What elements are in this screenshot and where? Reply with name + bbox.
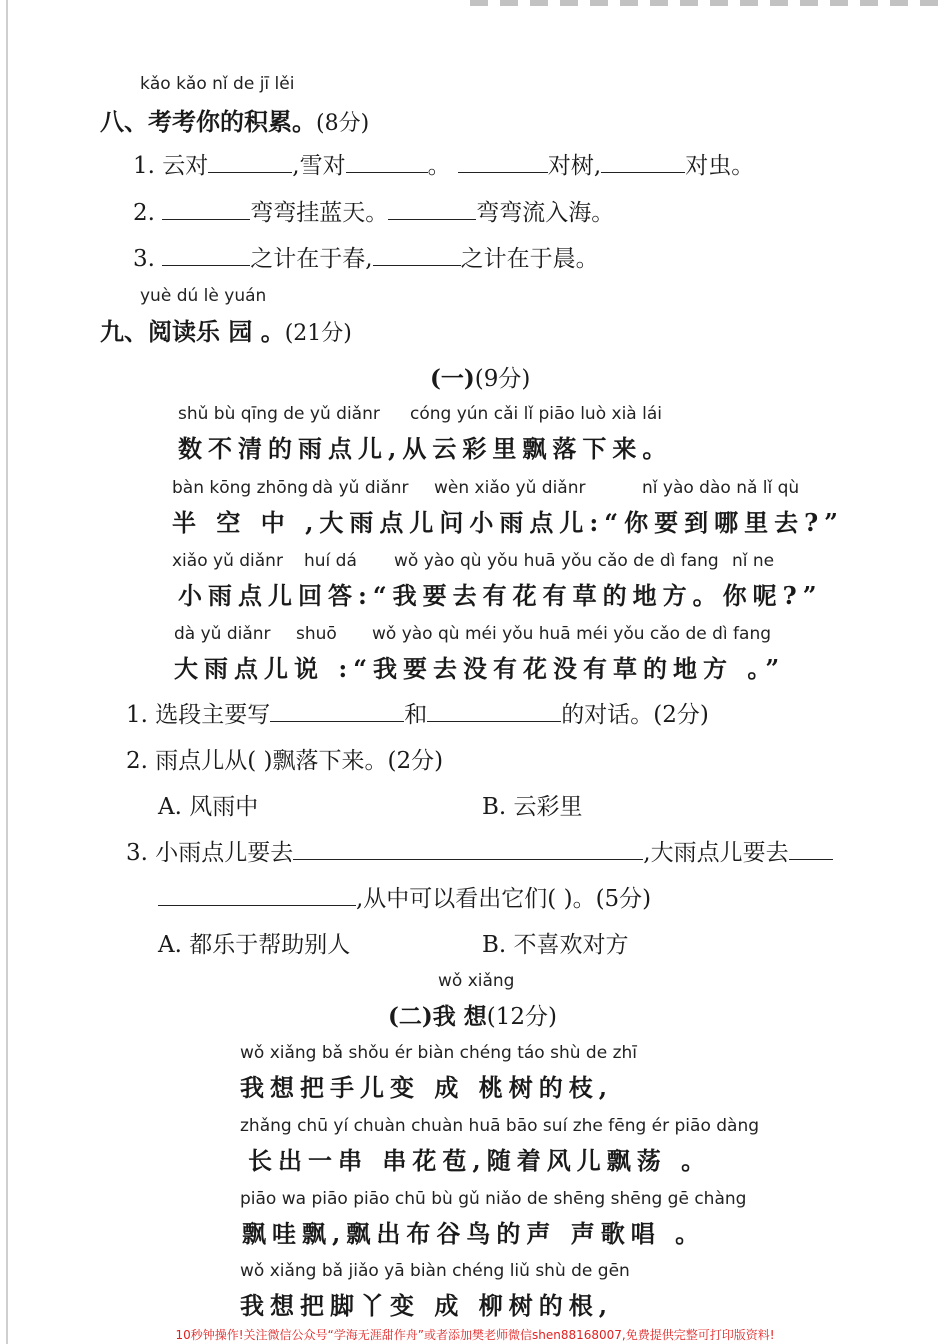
passage1-pinyin: dà yǔ diǎnr [174, 624, 271, 644]
answer-blank[interactable] [346, 150, 428, 173]
q2-text-b: 弯弯流入海。 [476, 200, 615, 226]
section8-q2 [133, 194, 614, 227]
part1-heading-text: (一) [430, 365, 475, 392]
part1-heading [430, 360, 530, 393]
part2-heading-text: (二)我 想 [388, 1003, 487, 1030]
section9-score: (21分) [284, 321, 352, 346]
part2-score: (12分) [486, 1004, 557, 1030]
p1q3-text-c: ,从中可以看出它们( )。(5分) [356, 886, 652, 912]
section8-q3 [133, 240, 599, 273]
section8-title [100, 102, 369, 137]
passage1-line: 小雨点儿回答:“我要去有花有草的地方。你呢?” [178, 581, 823, 610]
answer-blank[interactable] [270, 699, 404, 722]
answer-blank[interactable] [789, 837, 833, 860]
q-number: 1. [126, 702, 148, 728]
q1-text-c: 。 [427, 153, 451, 179]
answer-blank[interactable] [601, 150, 685, 173]
answer-blank[interactable] [208, 150, 292, 173]
poem-line: 飘哇飘,飘出布谷鸟的声 声歌唱 。 [242, 1219, 706, 1248]
poem-line: 我想把手儿变 成 桃树的枝, [240, 1073, 614, 1102]
q-number: 2. [126, 748, 148, 774]
answer-blank[interactable] [388, 197, 476, 220]
poem-pinyin: zhǎng chū yí chuàn chuàn huā bāo suí zhe fēng ér piāo dàng [240, 1116, 760, 1136]
passage1-pinyin: nǐ yào dào nǎ lǐ qù [642, 478, 800, 498]
section9-title-text: 九、阅读乐 园 。 [100, 317, 285, 346]
passage1-line: 数不清的雨点儿,从云彩里飘落下来。 [178, 434, 673, 463]
section8-title-text: 八、考考你的积累。 [100, 107, 316, 136]
passage1-pinyin: huí dá [304, 551, 357, 571]
q3-text-a: 之计在于春, [250, 246, 373, 272]
part1-q2-option-b[interactable]: B. 云彩里 [482, 794, 583, 820]
passage1-pinyin: nǐ ne [732, 551, 775, 571]
section8-q1 [133, 147, 754, 180]
section9-title [100, 312, 352, 347]
poem-line: 我想把脚丫变 成 柳树的根, [240, 1291, 614, 1320]
poem-line: 长出一串 串花苞,随着风儿飘荡 。 [248, 1146, 712, 1175]
scan-edge [6, 0, 8, 1344]
part1-score: (9分) [474, 366, 531, 392]
passage1-pinyin: xiǎo yǔ diǎnr [172, 551, 283, 571]
p1q3-text-b: ,大雨点儿要去 [643, 840, 789, 866]
passage1-pinyin: dà yǔ diǎnr [312, 478, 409, 498]
part2-heading [388, 998, 557, 1031]
q-number: 3. [126, 840, 148, 866]
poem-pinyin: wǒ xiǎng bǎ jiǎo yā biàn chéng liǔ shù de gēn [240, 1261, 630, 1281]
answer-blank[interactable] [293, 837, 643, 860]
q-number: 3. [133, 246, 155, 272]
passage1-pinyin: bàn kōng zhōng [172, 478, 309, 498]
answer-blank[interactable] [458, 150, 548, 173]
part1-q3-cont [158, 880, 651, 913]
poem-pinyin: wǒ xiǎng bǎ shǒu ér biàn chéng táo shù de zhī [240, 1043, 637, 1063]
part1-q3-option-b[interactable]: B. 不喜欢对方 [482, 932, 629, 958]
answer-blank[interactable] [373, 243, 461, 266]
section8-score: (8分) [316, 111, 370, 136]
passage1-pinyin: cóng yún cǎi lǐ piāo luò xià lái [410, 404, 662, 424]
part2-pinyin: wǒ xiǎng [438, 971, 515, 991]
passage1-line: 大雨点儿说 :“我要去没有花没有草的地方 。” [174, 654, 786, 683]
part1-q1 [126, 696, 709, 729]
answer-blank[interactable] [158, 883, 356, 906]
top-marks [470, 0, 940, 6]
part1-q3 [126, 834, 833, 867]
section9-pinyin: yuè dú lè yuán [140, 286, 267, 306]
q3-text-b: 之计在于晨。 [460, 246, 599, 272]
p1q2-text: 雨点儿从( )飘落下来。(2分) [155, 748, 444, 774]
part1-q3-option-a[interactable]: A. 都乐于帮助别人 [158, 932, 351, 958]
q1-text-d: 对树, [547, 153, 602, 179]
passage1-pinyin: shǔ bù qīng de yǔ diǎnr [178, 404, 380, 424]
q1-text-e: 对虫。 [685, 153, 755, 179]
poem-pinyin: piāo wa piāo piāo chū bù gǔ niǎo de shēng shēng gē chàng [240, 1189, 747, 1209]
answer-blank[interactable] [427, 699, 561, 722]
section8-pinyin: kǎo kǎo nǐ de jī lěi [140, 74, 295, 94]
answer-blank[interactable] [162, 243, 250, 266]
q-number: 1. [133, 153, 155, 179]
q2-text-a: 弯弯挂蓝天。 [250, 200, 389, 226]
p1q1-text-a: 选段主要写 [155, 702, 271, 728]
passage1-line: 半 空 中 ,大雨点儿问小雨点儿:“你要到哪里去?” [172, 508, 844, 537]
part1-q2-option-a[interactable]: A. 风雨中 [158, 794, 259, 820]
p1q1-text-c: 的对话。(2分) [561, 702, 709, 728]
promo-footer: 10秒钟操作!关注微信公众号“学海无涯甜作舟”或者添加樊老师微信shen88168007,免费提供完整可打印版资料! [175, 1328, 775, 1342]
part1-q2 [126, 742, 443, 775]
q1-text-a: 云对 [162, 153, 209, 179]
q1-text-b: ,雪对 [292, 153, 346, 179]
passage1-pinyin: shuō [296, 624, 337, 644]
passage1-pinyin: wǒ yào qù yǒu huā yǒu cǎo de dì fang [394, 551, 719, 571]
p1q1-text-b: 和 [404, 702, 428, 728]
p1q3-text-a: 小雨点儿要去 [155, 840, 294, 866]
passage1-pinyin: wèn xiǎo yǔ diǎnr [434, 478, 586, 498]
passage1-pinyin: wǒ yào qù méi yǒu huā méi yǒu cǎo de dì fang [372, 624, 772, 644]
answer-blank[interactable] [162, 197, 250, 220]
q-number: 2. [133, 200, 155, 226]
